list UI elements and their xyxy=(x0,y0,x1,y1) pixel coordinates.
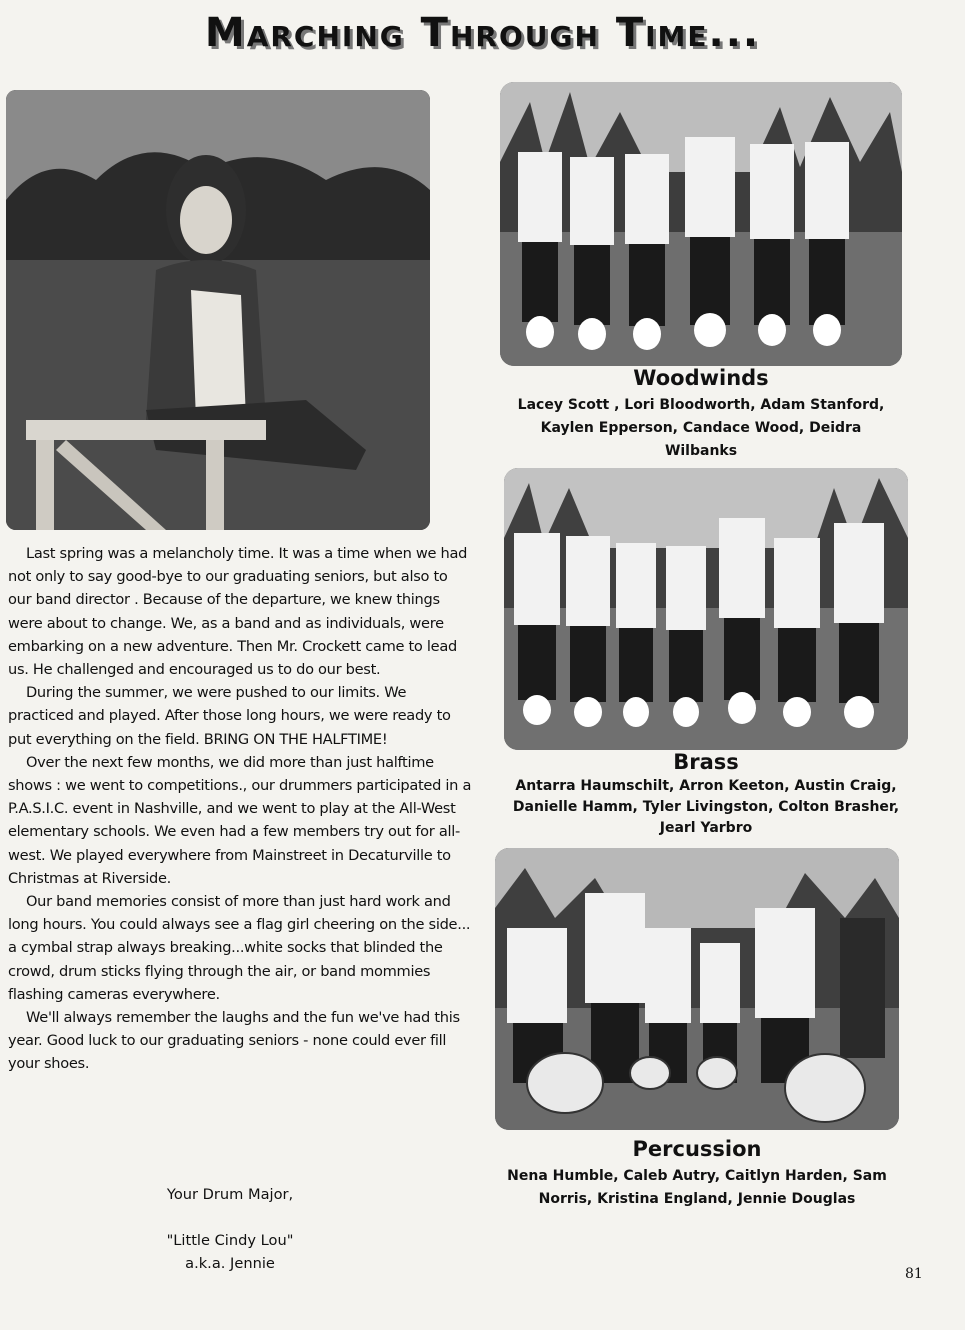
page-title: Marching Through Time... xyxy=(204,10,761,56)
letter-paragraph: Over the next few months, we did more than just halftime shows : we went to competitions., our drummers participated in a P.A.S.I.C. event in Nashville, and we went to play at the All-West elementary schools. We even had a few members try out for all-west. We played everywhere from Mainstreet in Decaturville to Christmas at Riverside. xyxy=(8,753,472,887)
letter-paragraph: We'll always remember the laughs and the fun we've had this year. Good luck to our graduating seniors - none could ever fill your shoes. xyxy=(8,1009,460,1073)
percussion-image xyxy=(495,848,899,1130)
woodwinds-title: Woodwinds xyxy=(633,366,769,390)
signature-block xyxy=(90,1183,370,1275)
signature-nickname: "Little Cindy Lou" xyxy=(166,1232,294,1249)
letter-body xyxy=(8,542,473,1076)
percussion-group-photo xyxy=(495,848,899,1130)
portrait-image xyxy=(6,90,430,530)
signature-aka: a.k.a. Jennie xyxy=(185,1255,275,1272)
woodwinds-image xyxy=(500,82,902,366)
woodwinds-group-photo xyxy=(500,82,902,366)
signature-closing: Your Drum Major, xyxy=(166,1186,294,1203)
letter-paragraph: Last spring was a melancholy time. It was a time when we had not only to say good-bye to our graduating seniors, but also to our band director . Because of the departure, we knew things were about to change. We, as a band and as individuals, were embarking on a new adventure. Then Mr. Crockett came to lead us. He challenged and encouraged us to do our best. xyxy=(8,545,468,679)
woodwinds-members: Lacey Scott , Lori Bloodworth, Adam Stanford, Kaylen Epperson, Candace Wood, Deidra Wilbanks xyxy=(517,397,885,459)
brass-title: Brass xyxy=(673,750,739,774)
brass-members: Antarra Haumschilt, Arron Keeton, Austin Craig, Danielle Hamm, Tyler Livingston, Colton Brasher, Jearl Yarbro xyxy=(512,778,900,836)
percussion-title: Percussion xyxy=(632,1137,762,1161)
brass-image xyxy=(504,468,908,750)
brass-group-photo xyxy=(504,468,908,750)
letter-paragraph: Our band memories consist of more than just hard work and long hours. You could always see a flag girl cheering on the side... a cymbal strap always breaking...white socks that blinded the crowd, drum sticks flying through the air, or band mommies flashing cameras everywhere. xyxy=(8,893,471,1003)
portrait-photo xyxy=(6,90,430,530)
page-number: 81 xyxy=(905,1266,923,1282)
percussion-members: Nena Humble, Caleb Autry, Caitlyn Harden, Sam Norris, Kristina England, Jennie Douglas xyxy=(507,1168,887,1207)
letter-paragraph: During the summer, we were pushed to our limits. We practiced and played. After those long hours, we were ready to put everything on the field. BRING ON THE HALFTIME! xyxy=(8,684,451,748)
